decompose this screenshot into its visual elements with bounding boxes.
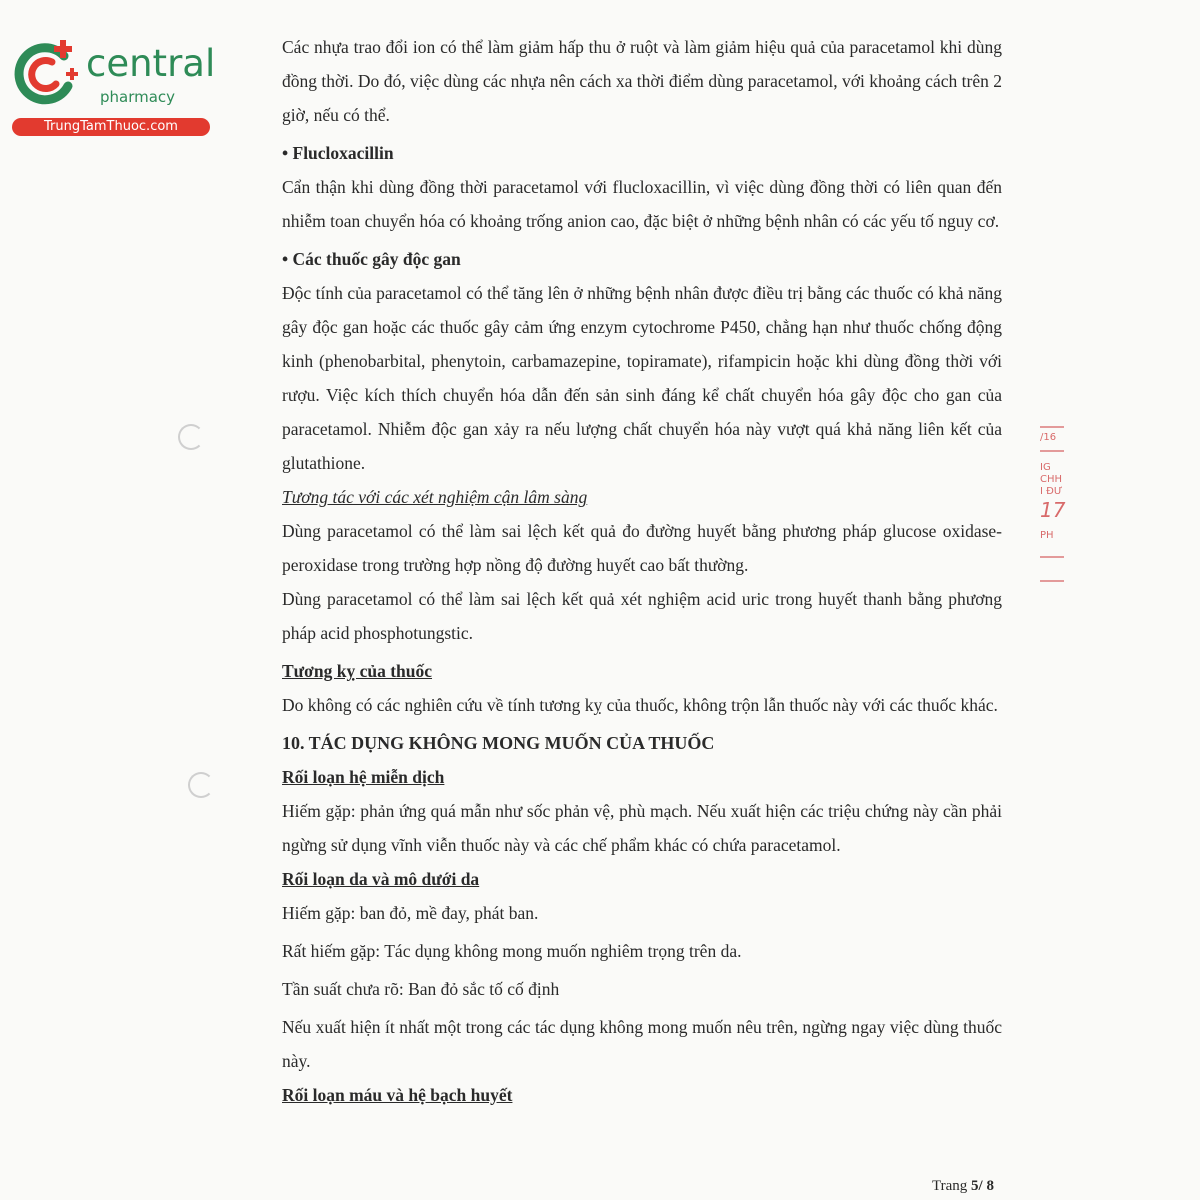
pharmacy-logo-icon — [12, 38, 82, 108]
punch-hole — [188, 772, 214, 798]
paragraph-flucloxacillin: Cẩn thận khi dùng đồng thời paracetamol với flucloxacillin, vì việc dùng đồng thời có liên quan đến nhiễm toan chuyển hóa có khoảng trống anion cao, đặc biệt ở những bệnh nhân có các yếu tố nguy cơ. — [282, 177, 1002, 231]
stamp-line — [1040, 580, 1064, 582]
paragraph-resin: Các nhựa trao đổi ion có thể làm giảm hấp thu ở ruột và làm giảm hiệu quả của paracetamol khi dùng đồng thời. Do đó, việc dùng các nhựa nên cách xa thời điểm dùng paracetamol, với khoảng cách trên 2 giờ, nếu có thể. — [282, 37, 1002, 125]
stamp-line — [1040, 450, 1064, 452]
section-heading-adverse-effects: 10. TÁC DỤNG KHÔNG MONG MUỐN CỦA THUỐC — [282, 733, 715, 753]
heading-incompatibility: Tương kỵ của thuốc — [282, 661, 433, 681]
paragraph-skin-unknown: Tần suất chưa rõ: Ban đỏ sắc tố cố định — [282, 979, 560, 999]
paragraph-skin-very-rare: Rất hiếm gặp: Tác dụng không mong muốn nghiêm trọng trên da. — [282, 941, 742, 961]
page-number — [932, 1178, 994, 1195]
brand-name: central — [86, 42, 216, 85]
brand-url[interactable]: TrungTamThuoc.com — [12, 118, 210, 136]
stamp-line — [1040, 556, 1064, 558]
paragraph-stop-use: Nếu xuất hiện ít nhất một trong các tác dụng không mong muốn nêu trên, ngừng ngay việc dùng thuốc này. — [282, 1017, 1002, 1071]
paragraph-immune: Hiếm gặp: phản ứng quá mẫn như sốc phản vệ, phù mạch. Nếu xuất hiện các triệu chứng này cần phải ngừng sử dụng vĩnh viễn thuốc này và các chế phẩm khác có chứa paracetamol. — [282, 801, 1002, 855]
heading-skin: Rối loạn da và mô dưới da — [282, 869, 480, 889]
page-value: 5/ 8 — [971, 1178, 994, 1194]
paragraph-incompatibility: Do không có các nghiên cứu về tính tương kỵ của thuốc, không trộn lẫn thuốc này với các thuốc khác. — [282, 695, 998, 715]
paragraph-hepatotoxic: Độc tính của paracetamol có thể tăng lên ở những bệnh nhân được điều trị bằng các thuốc có khả năng gây độc gan hoặc các thuốc gây cảm ứng enzym cytochrome P450, chẳng hạn như thuốc chống động kinh (phenobarbital, phenytoin, carbamazepine, topiramate), rifampicin hoặc khi dùng đồng thời với rượu. Việc kích thích chuyển hóa dẫn đến sản sinh đáng kể chất chuyển hóa gây độc cho gan của paracetamol. Nhiễm độc gan xảy ra nếu lượng chất chuyển hóa này vượt quá khả năng liên kết của glutathione. — [282, 283, 1002, 473]
heading-hepatotoxic: • Các thuốc gây độc gan — [282, 249, 461, 269]
page-label: Trang — [932, 1178, 968, 1194]
heading-blood: Rối loạn máu và hệ bạch huyết — [282, 1085, 513, 1105]
brand-logo[interactable] — [12, 38, 216, 138]
paragraph-skin-rare: Hiếm gặp: ban đỏ, mề đay, phát ban. — [282, 903, 539, 923]
paragraph-glucose-test: Dùng paracetamol có thể làm sai lệch kết quả đo đường huyết bằng phương pháp glucose oxidase-peroxidase trong trường hợp nồng độ đường huyết cao bất thường. — [282, 521, 1002, 575]
stamp-fragment: /16 IG CHH I ĐƯ 17 PH — [1040, 432, 1066, 541]
stamp-line — [1040, 426, 1064, 428]
paragraph-uric-test: Dùng paracetamol có thể làm sai lệch kết quả xét nghiệm acid uric trong huyết thanh bằng phương pháp acid phosphotungstic. — [282, 589, 1002, 643]
heading-lab-tests: Tương tác với các xét nghiệm cận lâm sàng — [282, 487, 588, 507]
heading-immune: Rối loạn hệ miễn dịch — [282, 767, 445, 787]
punch-hole — [178, 424, 204, 450]
brand-subtitle: pharmacy — [100, 88, 176, 106]
heading-flucloxacillin: • Flucloxacillin — [282, 143, 394, 163]
document-body — [282, 30, 1002, 1112]
